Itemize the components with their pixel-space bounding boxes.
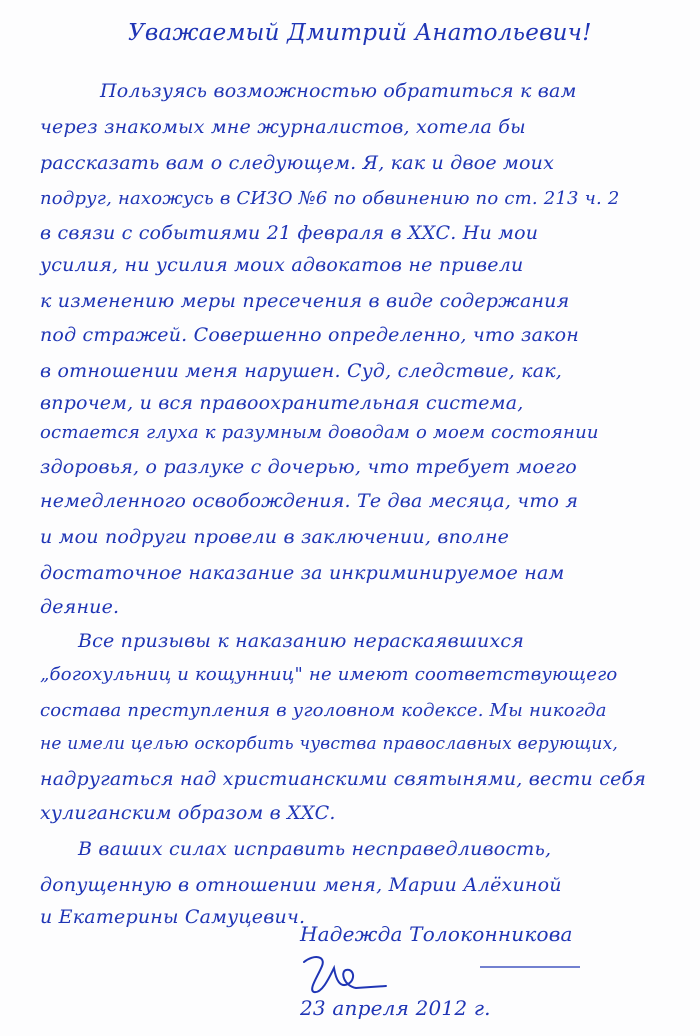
signature-underline (480, 965, 580, 969)
signature-name: Надежда Толоконникова (300, 922, 573, 946)
letter-line: впрочем, и вся правоохранительная система, (40, 392, 524, 414)
letter-salutation: Уважаемый Дмитрий Анатольевич! (128, 20, 592, 46)
letter-line: под стражей. Совершенно определенно, что закон (40, 324, 580, 346)
letter-line: Пользуясь возможностью обратиться к вам (100, 80, 577, 102)
letter-line: и мои подруги провели в заключении, вполне (40, 526, 510, 548)
letter-line: Все призывы к наказанию нераскаявшихся (78, 630, 525, 652)
letter-line: через знакомых мне журналистов, хотела бы (40, 116, 526, 138)
letter-line: деяние. (40, 596, 120, 618)
letter-line: рассказать вам о следующем. Я, как и двое моих (40, 152, 554, 174)
letter-line: здоровья, о разлуке с дочерью, что требует моего (40, 456, 577, 478)
letter-line: усилия, ни усилия моих адвокатов не привели (40, 254, 524, 276)
letter-line: В ваших силах исправить несправедливость, (78, 838, 552, 860)
letter-line: остается глуха к разумным доводам о моем состоянии (40, 422, 599, 443)
letter-line: подруг, нахожусь в СИЗО №6 по обвинению по ст. 213 ч. 2 (40, 188, 620, 209)
letter-line: в отношении меня нарушен. Суд, следствие, как, (40, 360, 563, 382)
letter-line: в связи с событиями 21 февраля в ХХС. Ни мои (40, 222, 539, 244)
letter-date: 23 апреля 2012 г. (300, 996, 491, 1020)
letter-line: и Екатерины Самуцевич. (40, 906, 306, 928)
letter-line: надругаться над христианскими святынями, вести себя (40, 768, 647, 790)
letter-line: не имели целью оскорбить чувства православных верующих, (40, 734, 618, 754)
letter-line: к изменению меры пресечения в виде содержания (40, 290, 570, 312)
letter-line: „богохульниц и кощунниц" не имеют соответствующего (40, 664, 618, 685)
signature-mark (300, 950, 390, 1000)
letter-line: достаточное наказание за инкриминируемое нам (40, 562, 565, 584)
letter-line: хулиганским образом в ХХС. (40, 802, 336, 824)
letter-line: состава преступления в уголовном кодексе. Мы никогда (40, 700, 607, 721)
letter-line: допущенную в отношении меня, Марии Алёхиной (40, 874, 562, 896)
letter-line: немедленного освобождения. Те два месяца, что я (40, 490, 579, 512)
